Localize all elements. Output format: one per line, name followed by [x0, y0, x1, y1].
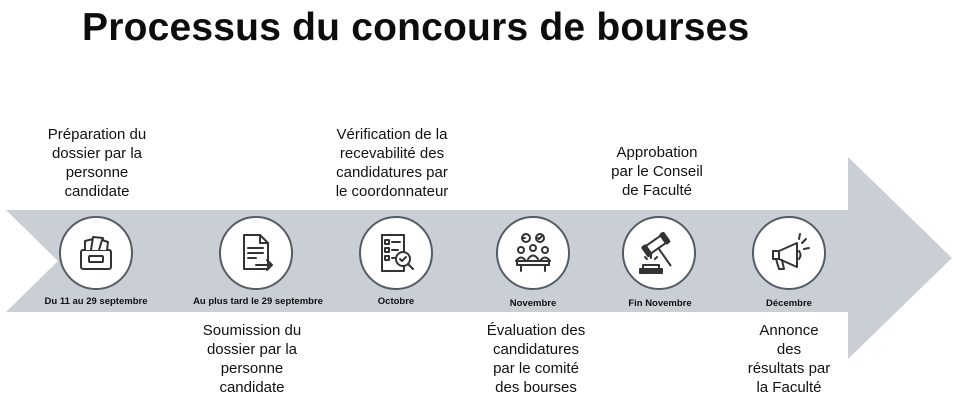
step-3-date: Octobre — [377, 296, 415, 307]
file-cabinet-icon — [72, 229, 120, 277]
step-4-date: Novembre — [509, 298, 557, 309]
document-send-icon — [232, 229, 280, 277]
step-5-date: Fin Novembre — [628, 298, 692, 309]
step-6-date: Décembre — [766, 298, 812, 309]
megaphone-icon — [765, 229, 813, 277]
step-5-circle — [622, 216, 696, 290]
step-1-circle — [59, 216, 133, 290]
step-5-label: Approbation par le Conseil de Faculté — [611, 144, 703, 199]
step-3-circle — [359, 216, 433, 290]
step-3-label: Vérification de la recevabilité des candidatures par le coordonnateur — [335, 126, 449, 200]
step-4-label: Évaluation des candidatures par le comité des bourses — [486, 322, 586, 396]
committee-meeting-icon — [509, 229, 557, 277]
step-2-date: Au plus tard le 29 septembre — [193, 296, 323, 307]
gavel-icon — [635, 229, 683, 277]
checklist-magnifier-icon — [372, 229, 420, 277]
step-2-label: Soumission du dossier par la personne candidate — [202, 322, 302, 396]
step-1-date: Du 11 au 29 septembre — [44, 296, 148, 307]
step-6-circle — [752, 216, 826, 290]
page-title: Processus du concours de bourses — [82, 6, 750, 49]
step-2-circle — [219, 216, 293, 290]
step-1-label: Préparation du dossier par la personne candidate — [47, 126, 147, 200]
step-6-label: Annonce des résultats par la Faculté — [747, 322, 831, 396]
step-4-circle — [496, 216, 570, 290]
